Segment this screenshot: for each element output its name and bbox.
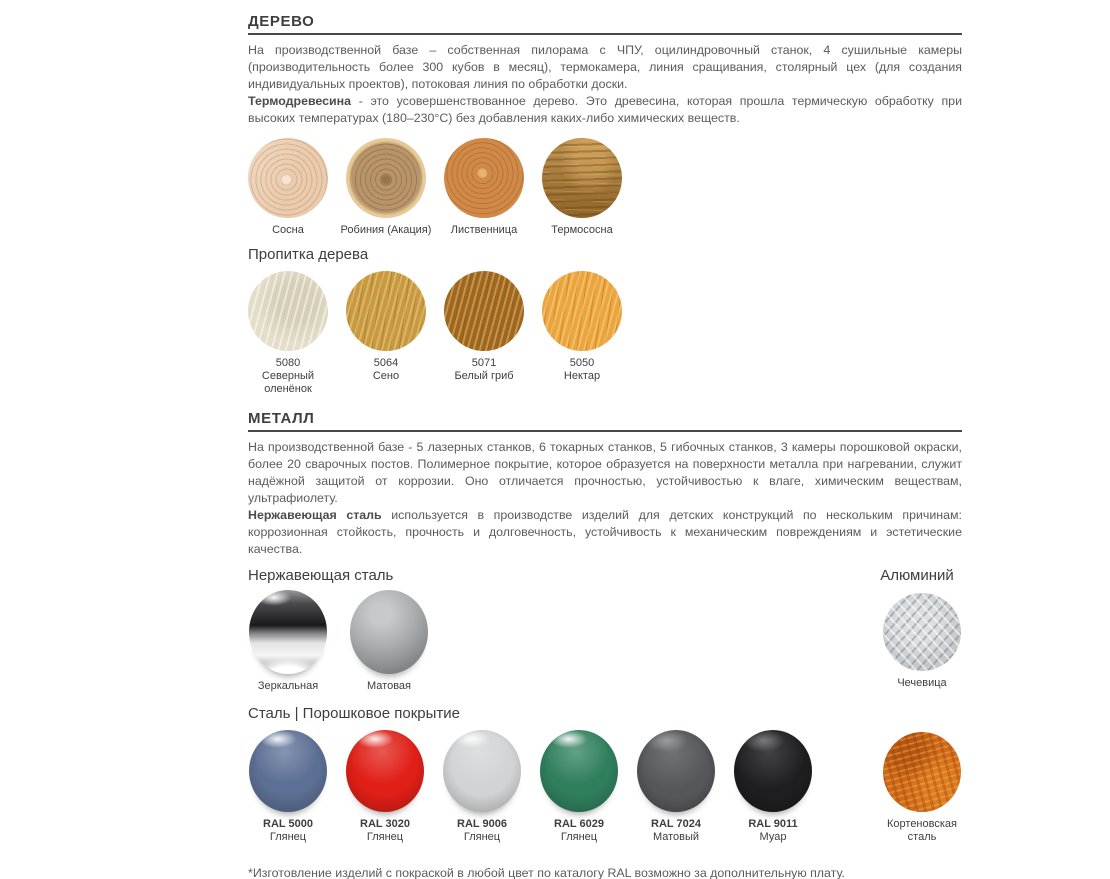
stainless-lead: Нержавеющая сталь (248, 508, 382, 522)
wood-section-divider (248, 33, 962, 35)
swatch-5071 (444, 271, 524, 383)
matte-steel-sphere-image (350, 590, 428, 674)
thermowood-text: - это усовершенствованное дерево. Это древесина, которая прошла термическую обработку при высоких температурах (180–230°С) без добавления каких-либо химических веществ. (248, 94, 962, 125)
impregnation-5050-image (542, 271, 622, 351)
swatch-5080 (248, 271, 328, 396)
swatch-label-pine: Сосна (272, 224, 304, 236)
ral-finish: Глянец (463, 831, 501, 843)
thermopine-swatch-image (542, 138, 622, 218)
swatch-5064 (346, 271, 426, 383)
stainless-paragraph (248, 507, 962, 558)
metal-subtitles-row (248, 567, 962, 584)
swatch-pine (248, 138, 328, 237)
metal-intro-paragraph: На производственной базе - 5 лазерных станков, 6 токарных станков, 5 гибочных станков, 3 камеры порошковой окраски, более 20 сварочных постов. Полимерное покрытие, которое образуется на поверхности металла при нагревании, служит надёжной защитой от коррозии. Оно отличается прочностью, устойчивостью к влаге, химическим веществам, ультрафиолету. (248, 440, 962, 505)
swatch-ral-6029 (539, 730, 619, 844)
ral-3020-sphere-image (346, 730, 424, 812)
swatch-ral-9006 (442, 730, 522, 844)
wood-intro-paragraph: На производственной базе – собственная пилорама с ЧПУ, оцилиндровочный станок, 4 сушильные камеры (производительность более 300 кубов в месяц), термокамера, линия сращивания, столярный цех (для создания индивидуальных проектов), потоковая линия по обработки доски. (248, 43, 962, 91)
ral-7024-sphere-image (637, 730, 715, 812)
corten-steel-swatch-image (883, 732, 961, 812)
swatch-5050 (542, 271, 622, 383)
impregnation-code: 5050 (569, 357, 595, 369)
swatch-ral-5000 (248, 730, 328, 844)
impregnation-row (248, 271, 962, 396)
swatch-ral-7024 (636, 730, 716, 844)
ral-5000-sphere-image (249, 730, 327, 812)
impregnation-5064-image (346, 271, 426, 351)
impregnation-code: 5064 (373, 357, 399, 369)
swatch-matte-steel (349, 590, 429, 693)
ral-footnote: *Изготовление изделий с покраской в любой цвет по каталогу RAL возможно за дополнительную плату. (248, 866, 845, 879)
ral-finish: Глянец (560, 831, 598, 843)
impregnation-name: Северный оленёнок (261, 370, 315, 395)
thermowood-lead: Термодревесина (248, 94, 352, 108)
swatch-label-corten: Кортеновская сталь (887, 818, 957, 843)
mirror-steel-sphere-image (249, 590, 327, 674)
powder-coating-title: Сталь | Порошковое покрытие (248, 705, 460, 722)
ral-9011-sphere-image (734, 730, 812, 812)
page-content (248, 13, 962, 879)
swatch-label-ral-5000 (242, 818, 334, 844)
stainless-title: Нержавеющая сталь (248, 567, 394, 584)
ral-finish: Глянец (269, 831, 307, 843)
ral-finish: Муар (759, 831, 787, 843)
metal-section-title: МЕТАЛЛ (248, 410, 315, 427)
swatch-ral-3020 (345, 730, 425, 844)
swatch-label-ral-7024 (630, 818, 722, 844)
swatch-label-ral-3020 (339, 818, 431, 844)
swatch-ral-9011 (733, 730, 813, 844)
ral-9006-sphere-image (443, 730, 521, 812)
ral-code: RAL 6029 (554, 818, 604, 830)
swatch-mirror-steel (248, 590, 328, 693)
aluminum-title: Алюминий (880, 567, 954, 584)
impregnation-name: Сено (372, 370, 400, 382)
ral-finish: Матовый (652, 831, 700, 843)
impregnation-name: Белый гриб (454, 370, 514, 382)
swatch-label-5050 (536, 357, 628, 383)
swatch-label-5080 (242, 357, 334, 396)
swatch-label-lentil: Чечевица (897, 677, 947, 689)
larch-swatch-image (444, 138, 524, 218)
swatch-label-ral-6029 (533, 818, 625, 844)
robinia-swatch-image (346, 138, 426, 218)
swatch-label-5064 (340, 357, 432, 383)
ral-code: RAL 7024 (651, 818, 701, 830)
pine-swatch-image (248, 138, 328, 218)
thermowood-paragraph (248, 93, 962, 127)
swatch-label-mirror: Зеркальная (257, 680, 319, 692)
ral-code: RAL 9006 (457, 818, 507, 830)
ral-code: RAL 5000 (263, 818, 313, 830)
swatch-thermopine (542, 138, 622, 237)
impregnation-5080-image (248, 271, 328, 351)
ral-6029-sphere-image (540, 730, 618, 812)
metal-section-divider (248, 430, 962, 432)
swatch-label-matte: Матовая (367, 680, 411, 692)
ral-code: RAL 3020 (360, 818, 410, 830)
swatch-aluminum-lentil (882, 590, 962, 690)
swatch-label-thermopine: Термососна (551, 224, 613, 236)
swatch-label-larch: Лиственница (450, 224, 518, 236)
swatch-label-5071 (438, 357, 530, 383)
impregnation-name: Нектар (563, 370, 601, 382)
wood-species-row (248, 138, 962, 237)
stainless-aluminum-row (248, 590, 962, 693)
swatch-corten-steel (882, 730, 962, 844)
stainless-text: используется в производстве изделий для детских конструкций по нескольким причинам: коррозионная стойкость, прочность и долговечность, устойчивость к механическим повреждениям и эстетические качества. (248, 508, 963, 556)
impregnation-5071-image (444, 271, 524, 351)
impregnation-code: 5080 (275, 357, 301, 369)
swatch-label-ral-9006 (436, 818, 528, 844)
wood-section-title: ДЕРЕВО (248, 13, 315, 30)
impregnation-code: 5071 (471, 357, 497, 369)
impregnation-title: Пропитка дерева (248, 246, 369, 263)
powder-coating-row (248, 730, 962, 844)
swatch-label-robinia: Робиния (Акация) (340, 224, 432, 236)
ral-code: RAL 9011 (748, 818, 798, 830)
aluminum-diamond-plate-image (883, 593, 961, 671)
swatch-larch (444, 138, 524, 237)
swatch-robinia (340, 138, 432, 237)
ral-finish: Глянец (366, 831, 404, 843)
swatch-label-ral-9011 (727, 818, 819, 844)
